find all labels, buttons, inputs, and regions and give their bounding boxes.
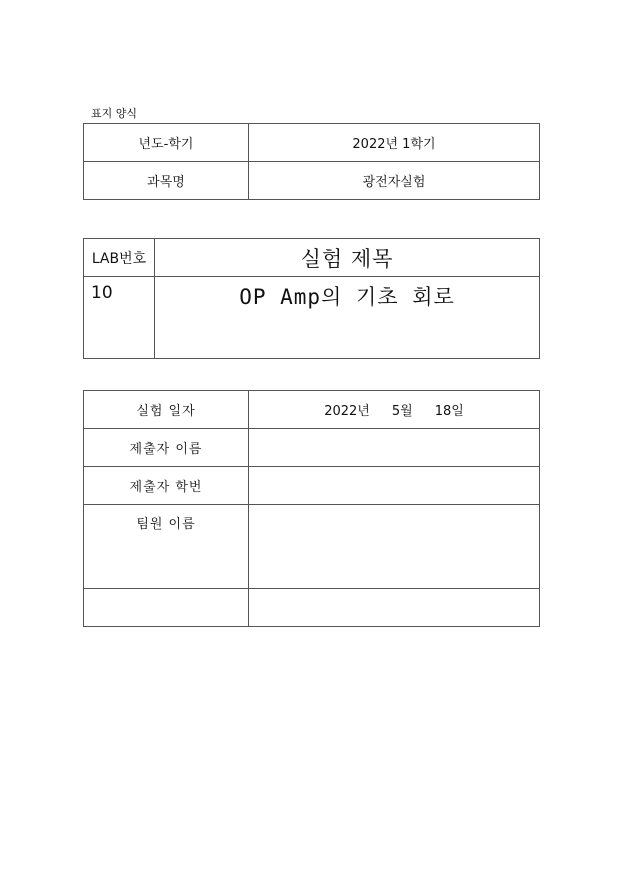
course-value: 광전자실험	[249, 162, 540, 200]
year-semester-label: 년도-학기	[84, 124, 249, 162]
submitter-name-value	[249, 429, 540, 467]
lab-title-value: OP Amp의 기초 회로	[155, 277, 540, 359]
date-year: 2022년	[324, 404, 370, 419]
course-info-table	[83, 123, 540, 200]
table-row	[84, 124, 540, 162]
course-label: 과목명	[84, 162, 249, 200]
date-month: 5월	[391, 404, 413, 419]
table-row	[84, 239, 540, 277]
table-row	[84, 505, 540, 589]
date-day: 18일	[434, 404, 464, 419]
table-row	[84, 162, 540, 200]
submitter-name-label: 제출자 이름	[84, 429, 249, 467]
experiment-date-value	[249, 391, 540, 429]
submitter-id-value	[249, 467, 540, 505]
team-members-label: 팀원 이름	[84, 505, 249, 589]
lab-title-table	[83, 238, 540, 359]
submitter-id-label: 제출자 학번	[84, 467, 249, 505]
table-row	[84, 467, 540, 505]
table-row	[84, 391, 540, 429]
team-members-value	[249, 505, 540, 589]
table-row	[84, 589, 540, 627]
extra-label	[84, 589, 249, 627]
submission-table	[83, 390, 540, 627]
extra-value	[249, 589, 540, 627]
table-row	[84, 277, 540, 359]
table-row	[84, 429, 540, 467]
experiment-date-label: 실험 일자	[84, 391, 249, 429]
form-label: 표지 양식	[91, 107, 138, 120]
lab-title-label: 실험 제목	[155, 239, 540, 277]
lab-number-label: LAB번호	[84, 239, 155, 277]
lab-number-value: 10	[84, 277, 155, 359]
year-semester-value: 2022년 1학기	[249, 124, 540, 162]
